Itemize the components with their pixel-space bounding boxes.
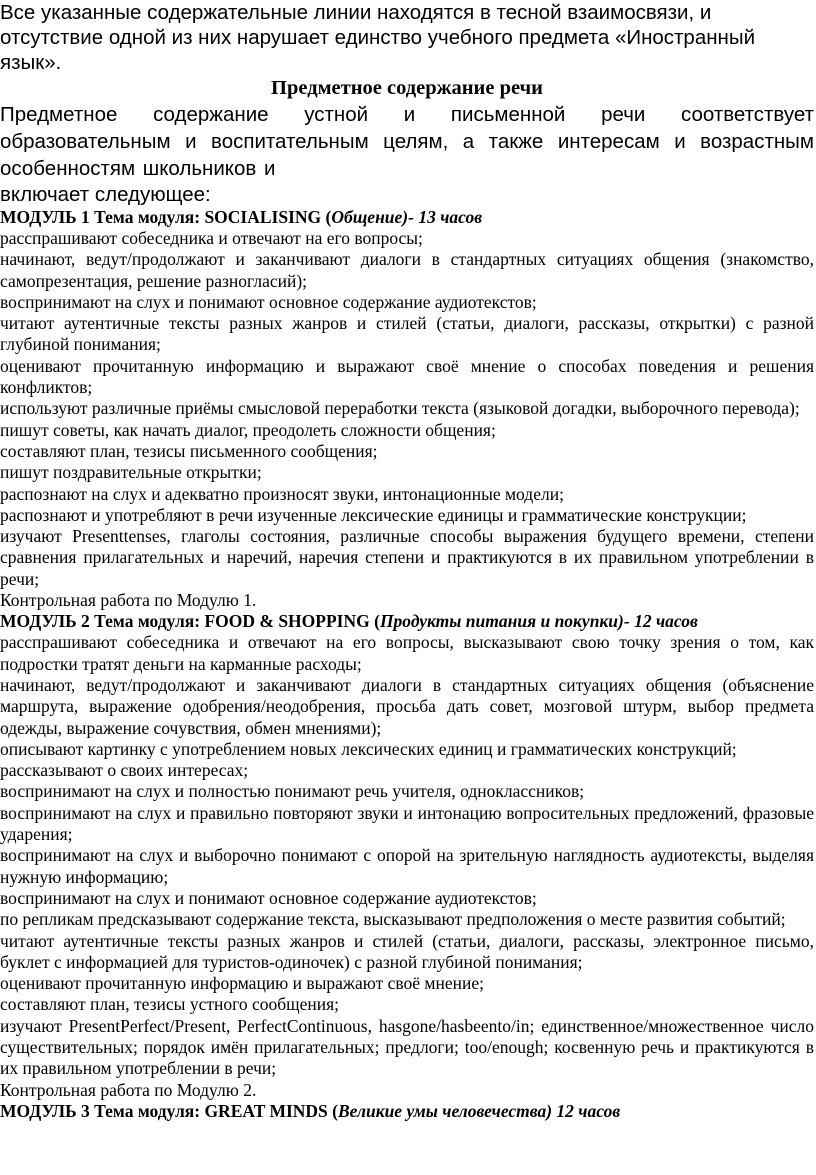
module-1-item: пишут поздравительные открытки; [0, 462, 262, 483]
subject-paragraph: Предметное содержание устной и письменной речи соответствует образовательным и воспитательным целям, а также интересам и возрастным особенностям школьников и [0, 103, 814, 180]
module-1-item: воспринимают на слух и понимают основное содержание аудиотекстов; [0, 291, 537, 312]
module-2-item: расспрашивают собеседника и отвечают на его вопросы, высказывают свою точку зрения о том, как подростки тратят деньги на карманные расходы; [0, 632, 814, 674]
module-2-item: оценивают прочитанную информацию и выражают своё мнение; [0, 973, 484, 994]
module-2-item: воспринимают на слух и полностью понимают речь учителя, одноклассников; [0, 781, 585, 802]
module-1-item: распознают и употребляют в речи изученные лексические единицы и грамматические конструкции; [0, 504, 747, 525]
module-2-item: воспринимают на слух и выборочно понимают с опорой на зрительную наглядность аудиотексты, выделяя нужную информацию; [0, 845, 814, 887]
module-2-item: описывают картинку с употреблением новых лексических единиц и грамматических конструкций; [0, 738, 737, 759]
module-1-item: оценивают прочитанную информацию и выражают своё мнение о способах поведения и решения конфликтов; [0, 355, 814, 398]
module-1-item: пишут советы, как начать диалог, преодолеть сложности общения; [0, 419, 496, 440]
module-2-title: МОДУЛЬ 2 Тема модуля: FOOD & SHOPPING (Продукты питания и покупки)- 12 часов [0, 611, 698, 632]
module-2-item: читают аутентичные тексты разных жанров и стилей (статьи, диалоги, рассказы, электронное письмо, буклет с информацией для туристов-одиночек) с разной глубиной понимания; [0, 930, 814, 972]
module-1-item: начинают, ведут/продолжают и заканчивают диалоги в стандартных ситуациях общения (знакомство, самопрезентация, решение разногласий); [0, 249, 814, 291]
module-1-item: используют различные приёмы смысловой переработки текста (языковой догадки, выборочного перевода); [0, 398, 800, 419]
module-2-item: составляют план, тезисы устного сообщения; [0, 994, 340, 1015]
module-2-item: начинают, ведут/продолжают и заканчивают диалоги в стандартных ситуациях общения (объяснение маршрута, выражение одобрения/неодобрения, просьба дать совет, мозговой штурм, выбор предмета одежды, выражение сочувствия, обмен мнениями); [0, 674, 814, 738]
module-1-item: распознают на слух и адекватно произносят звуки, интонационные модели; [0, 483, 564, 504]
module-2-item: воспринимают на слух и понимают основное содержание аудиотекстов; [0, 887, 537, 908]
module-1-item: составляют план, тезисы письменного сообщения; [0, 440, 378, 461]
module-3-title: МОДУЛЬ 3 Тема модуля: GREAT MINDS (Великие умы человечества) 12 часов [0, 1100, 621, 1121]
section-heading: Предметное содержание речи [271, 77, 543, 99]
subject-paragraph-end: включает следующее: [0, 183, 211, 206]
module-2-item: изучают PresentPerfect/Present, PerfectContinuous, hasgone/hasbeento/in; единственное/множественное число существительных; порядок имён прилагательных; предлоги; too/enough; косвенную речь и практикуются в их правильном употреблении в речи; [0, 1015, 814, 1079]
intro-paragraph: Все указанные содержательные линии находятся в тесной взаимосвязи, и отсутствие одной из них нарушает единство учебного предмета «Иностранный язык». [0, 1, 756, 74]
module-2-item: воспринимают на слух и правильно повторяют звуки и интонацию вопросительных предложений, фразовые ударения; [0, 802, 814, 845]
module-1-item: читают аутентичные тексты разных жанров и стилей (статьи, диалоги, рассказы, открытки) с разной глубиной понимания; [0, 313, 814, 355]
module-2-test: Контрольная работа по Модулю 2. [0, 1079, 257, 1100]
module-1-item: расспрашивают собеседника и отвечают на его вопросы; [0, 228, 423, 248]
module-1-item: изучают Presenttenses, глаголы состояния, различные способы выражения будущего времени, степени сравнения прилагательных и наречий, наречия степени и практикуются в их правильном употреблении в речи; [0, 526, 814, 589]
module-1-title: МОДУЛЬ 1 Тема модуля: SOCIALISING (Общение)- 13 часов [0, 207, 483, 227]
module-1-test: Контрольная работа по Модулю 1. [0, 590, 257, 611]
module-2-item: по репликам предсказывают содержание текста, высказывают предположения о месте развития событий; [0, 909, 786, 930]
module-2-item: рассказывают о своих интересах; [0, 760, 249, 781]
